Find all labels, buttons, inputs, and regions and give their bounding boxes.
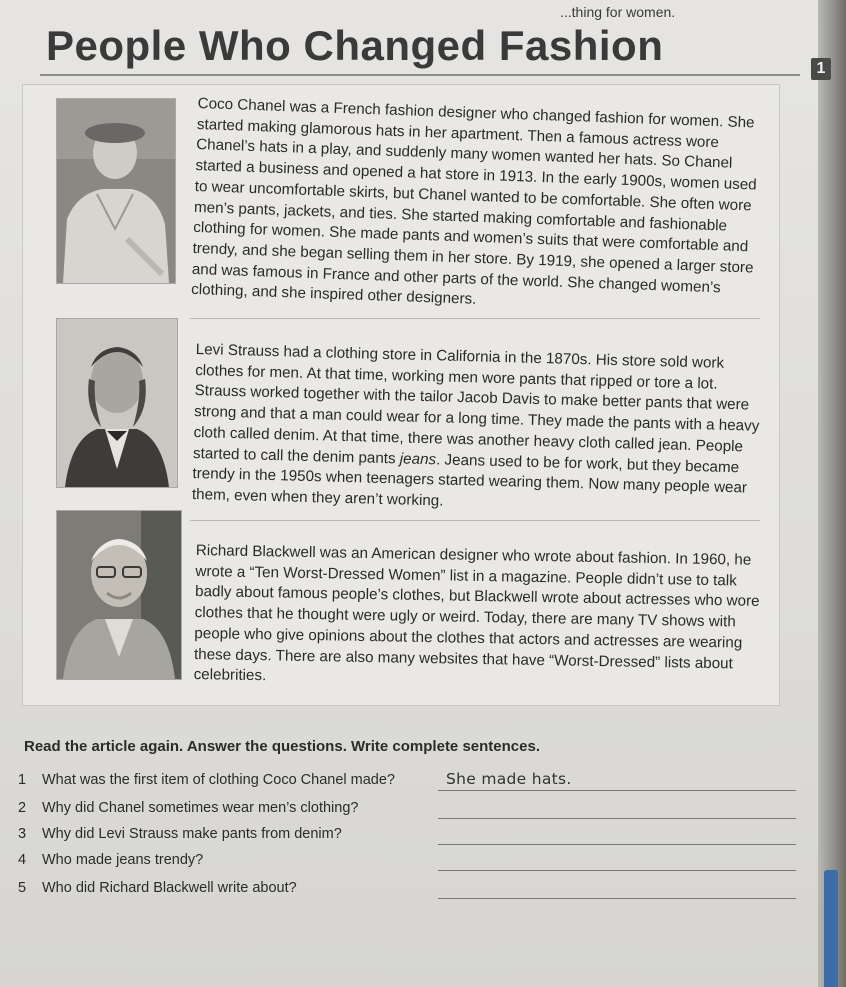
question-row xyxy=(18,826,798,852)
levi-strauss-photo xyxy=(56,318,178,488)
question-row xyxy=(18,800,798,826)
answer-line[interactable] xyxy=(438,790,796,791)
book-spine-edge xyxy=(818,0,846,987)
question-number: 2 xyxy=(18,800,27,816)
answer-line[interactable] xyxy=(438,844,796,845)
question-number: 1 xyxy=(18,772,27,788)
page-number-badge: 1 xyxy=(811,58,831,80)
strauss-text-before: Levi Strauss had a clothing store in California in the 1870s. His store sold work clothes for men. At that time, working men wore pants that ripped or tore a lot. Strauss worked together with the tailor Jacob Davis to make better pants that were strong and that a man could wear for a long time. They made the pants with a heavy cloth called denim. At that time, there was another heavy cloth called jean. People started to call the denim pants xyxy=(192,340,760,467)
coco-chanel-photo xyxy=(56,98,176,284)
question-number: 3 xyxy=(18,826,27,842)
question-text: What was the first item of clothing Coco Chanel made? xyxy=(42,772,395,788)
question-text: Who made jeans trendy? xyxy=(42,852,204,868)
blackwell-paragraph: Richard Blackwell was an American designer who wrote about fashion. In 1960, he wrote a “Ten Worst-Dressed Women” list in a magazine. People didn’t use to talk badly about famous people’s clothes, but Blackwell wrote about actresses who wore clothes that he thought were ugly or weird. Today, there are many TV shows with people who give opinions about the clothes that actors and actresses are wearing these days. There are also many websites that have “Worst-Dressed” lists about celebrities. xyxy=(193,541,760,685)
question-row xyxy=(18,852,798,878)
question-row xyxy=(18,772,798,798)
question-text: Why did Levi Strauss make pants from denim? xyxy=(42,826,342,842)
answer-line[interactable] xyxy=(438,870,796,871)
answer-line[interactable] xyxy=(438,898,796,899)
section-divider xyxy=(190,520,760,521)
previous-page-fragment: ...thing for women. xyxy=(560,4,676,20)
strauss-text-after: . Jeans used to be for work, but they became trendy in the 1950s when teenagers started wearing them. Now many people wear them, even when they aren’t working. xyxy=(191,450,748,510)
title-divider xyxy=(40,74,800,76)
page-tab-marker xyxy=(824,870,838,987)
chanel-paragraph: Coco Chanel was a French fashion designer who changed fashion for women. She started making glamorous hats in her apartment. Then a famous actress wore Chanel’s hats in a play, and suddenly many women wanted her hats. So Chanel started a business and opened a hat store in 1913. In the early 1900s, women used to wear uncomfortable skirts, but Chanel wanted to be comfortable. She often wore men’s pants, jackets, and ties. She started making comfortable and fashionable clothing for women. She made pants and women’s suits that were comfortable and trendy, and she began selling them in her store. By 1919, she opened a larger store and was famous in France and other parts of the world. She changed women’s clothing, and she inspired other designers. xyxy=(190,94,757,309)
question-number: 5 xyxy=(18,880,27,896)
question-text: Why did Chanel sometimes wear men’s clothing? xyxy=(42,800,359,816)
richard-blackwell-photo xyxy=(56,510,182,680)
answer-handwritten: She made hats. xyxy=(446,770,572,788)
page-title: People Who Changed Fashion xyxy=(46,22,664,69)
strauss-italic-jeans: jeans xyxy=(399,449,437,468)
answer-line[interactable] xyxy=(438,818,796,819)
question-text: Who did Richard Blackwell write about? xyxy=(42,880,297,896)
exercise-instructions: Read the article again. Answer the questions. Write complete sentences. xyxy=(24,738,540,755)
strauss-paragraph xyxy=(192,340,762,520)
section-divider xyxy=(190,318,760,319)
question-row xyxy=(18,880,798,906)
question-number: 4 xyxy=(18,852,27,868)
